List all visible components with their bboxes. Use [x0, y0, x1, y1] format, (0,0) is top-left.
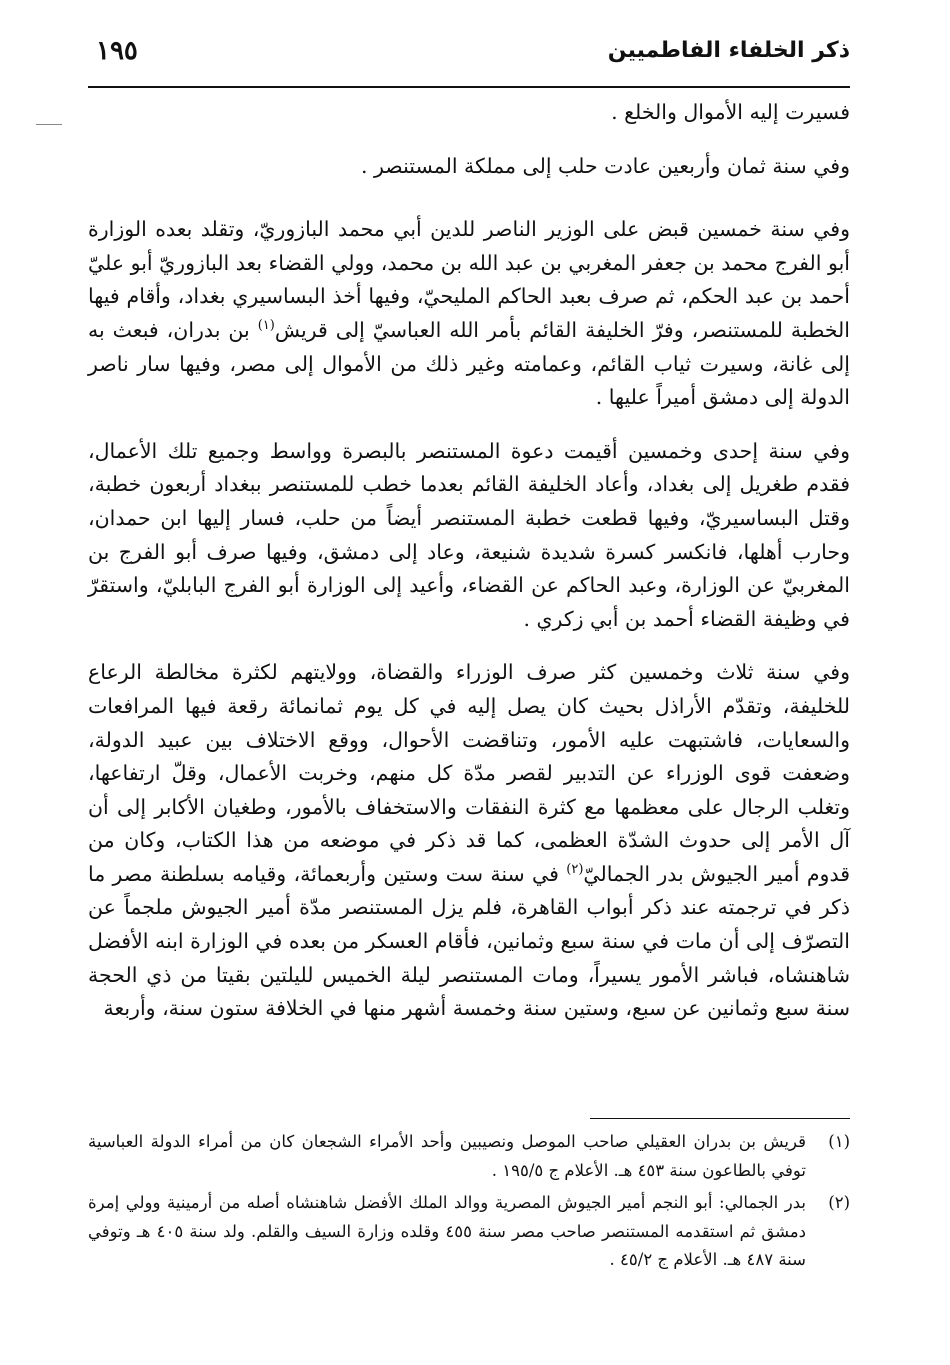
margin-mark [36, 124, 62, 125]
footnote-reference[interactable]: (١) [257, 318, 275, 334]
paragraph-text: وفي سنة خمسين قبض على الوزير الناصر للدين أبي محمد البازوريّ، وتقلد بعده الوزارة أبو الفرج محمد بن جعفر المغربي بن عبد الله بن محمد، وولي القضاء بعد البازوريّ أبو عليّ أحمد بن عبد الحكم، ثم صرف بعبد الحاكم المليحيّ، وفيها أخذ البساسيري بغداد، وأقام فيها الخطبة للمستنصر، وفرّ الخليفة القائم بأمر الله العباسيّ إلى قريش [88, 217, 850, 342]
main-text [88, 96, 850, 1026]
footnote-text: قريش بن بدران العقيلي صاحب الموصل ونصيبين وأحد الأمراء الشجعان كان من أمراء الدولة العباسية توفي بالطاعون سنة ٤٥٣ هـ. الأعلام ج ١٩٥/٥ . [88, 1132, 806, 1180]
paragraph-text: في سنة ست وستين وأربعمائة، وقيامه بسلطنة مصر ما ذكر في ترجمته عند ذكر أبواب القاهرة، فلم يزل المستنصر مدّة أمير الجيوش ملجماً عن التصرّف إلى أن مات في سنة سبع وثمانين، فأقام العسكر من بعده في الوزارة ابنه الأفضل شاهنشاه، فباشر الأمور يسيراً، ومات المستنصر ليلة الخميس لليلتين بقيتا من ذي الحجة سنة سبع وثمانين عن سبع، وستين سنة وخمسة أشهر منها في الخلافة ستون سنة، وأربعة [88, 861, 850, 1021]
paragraph-text: بن بدران، فبعث به إلى غانة، وسيرت ثياب القائم، وعمامته وغير ذلك من الأموال إلى مصر، وفيها سار ناصر الدولة إلى دمشق أميراً عليها . [88, 317, 850, 410]
footnote [88, 1128, 850, 1185]
footnote-reference[interactable]: (٢) [566, 862, 584, 878]
footnotes [88, 1128, 850, 1279]
paragraph [88, 656, 850, 1026]
paragraph-text: وفي سنة ثلاث وخمسين كثر صرف الوزراء والقضاة، وولايتهم لكثرة مخالطة الرعاع للخليفة، وتقدّم الأراذل بحيث كان يصل إليه في كل يوم ثمانمائة رقعة فيها المرافعات والسعايات، فاشتبهت عليه الأمور، وتناقضت الأحوال، ووقع الاختلاف بين عبيد الدولة، وضعفت قوى الوزراء عن التدبير لقصر مدّة كل منهم، وخربت الأعمال، وقلّ ارتفاعها، وتغلب الرجال على معظمها مع كثرة النفقات والاستخفاف بالأمور، وطغيان الأكابر إلى أن آل الأمر إلى حدوث الشدّة العظمى، كما قد ذكر في موضعه من هذا الكتاب، وكان من قدوم أمير الجيوش بدر الجماليّ [88, 660, 851, 886]
footnote-number: (٢) [828, 1193, 850, 1212]
paragraph: وفي سنة إحدى وخمسين أقيمت دعوة المستنصر بالبصرة وواسط وجميع تلك الأعمال، فقدم طغريل إلى بغداد، وأعاد الخليفة القائم بعدما خطب للمستنصر ببغداد أربعون خطبة، وقتل البساسيريّ، وفيها قطعت خطبة المستنصر أيضاً من حلب، فسار إليها ابن حمدان، وحارب أهلها، فانكسر كسرة شديدة شنيعة، وعاد إلى دمشق، وفيها صرف أبو الفرج بن المغربيّ عن الوزارة، وعبد الحاكم عن القضاء، وأعيد إلى الوزارة أبو الفرج البابليّ، واستقرّ في وظيفة القضاء أحمد بن أبي زكري . [88, 438, 850, 631]
footnote [88, 1189, 850, 1275]
paragraph [88, 213, 850, 415]
page-number: ١٩٥ [96, 36, 138, 66]
header-rule [88, 86, 850, 88]
page-header [88, 36, 850, 76]
paragraph: وفي سنة ثمان وأربعين عادت حلب إلى مملكة المستنصر . [360, 153, 850, 178]
footnote-number: (١) [828, 1132, 850, 1151]
footnote-rule [590, 1118, 850, 1119]
running-title: ذكر الخلفاء الفاطميين [607, 38, 850, 63]
footnote-text: بدر الجمالي: أبو النجم أمير الجيوش المصرية ووالد الملك الأفضل شاهنشاه أصله من أرمينية وولي إمرة دمشق ثم استقدمه المستنصر صاحب مصر سنة ٤٥٥ وقلده وزارة السيف والقلم. ولد سنة ٤٠٥ هـ وتوفي سنة ٤٨٧ هـ. الأعلام ج ٤٥/٢ . [88, 1193, 806, 1269]
paragraph: فسيرت إليه الأموال والخلع . [611, 100, 850, 124]
